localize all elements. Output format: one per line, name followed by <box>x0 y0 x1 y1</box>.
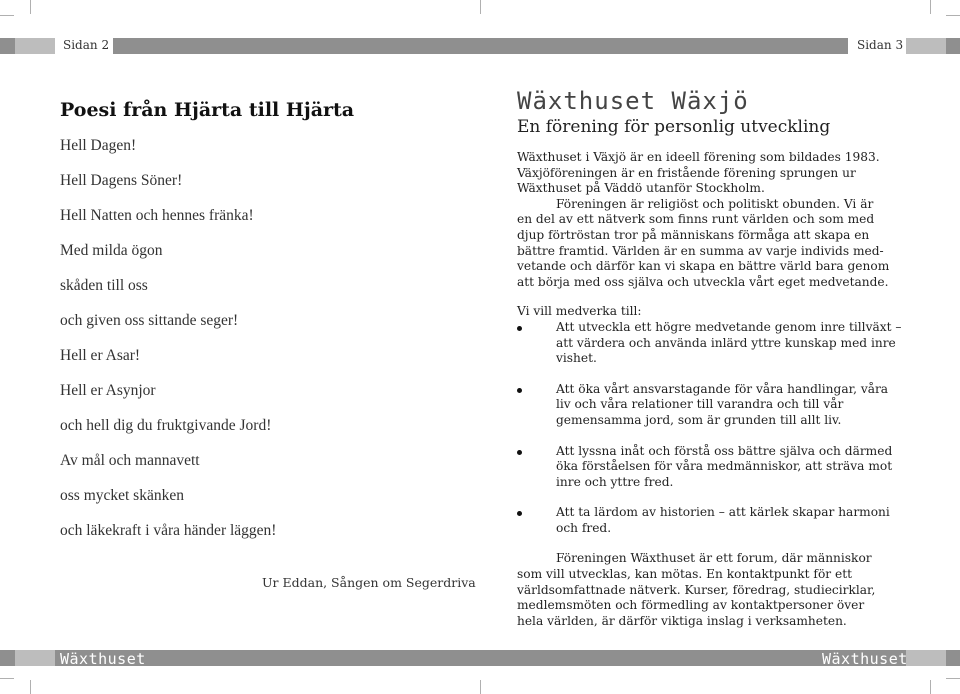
description-line: bättre framtid. Världen är en summa av varje individs med- <box>517 243 884 258</box>
intro-line: Växjöföreningen är en fristående förening sprungen ur <box>517 165 856 180</box>
crop-mark <box>930 0 931 14</box>
footer-bar-light-segment <box>906 650 946 666</box>
bullet-icon <box>517 450 522 455</box>
goal-line: Att ta lärdom av historien – att kärlek skapar harmoni <box>556 505 890 520</box>
poem-line: Hell er Asar! <box>60 347 141 364</box>
goal-line: liv och våra relationer till varandra och till vår <box>556 397 844 412</box>
goal-line: öka förståelsen för våra medmänniskor, att sträva mot <box>556 459 893 474</box>
intro-line: Wäxthuset på Väddö utanför Stockholm. <box>517 181 765 196</box>
organization-body <box>517 150 902 629</box>
closing-line: som vill utvecklas, kan mötas. En kontaktpunkt för ett <box>517 567 852 582</box>
poem-line: och läkekraft i våra händer läggen! <box>60 522 277 539</box>
goals-heading: Vi vill medverka till: <box>517 304 642 319</box>
description-line: djup förtröstan tror på människans förmåga att skapa en <box>517 227 870 242</box>
page-number-left: Sidan 2 <box>63 38 110 52</box>
poem-line: oss mycket skänken <box>60 487 184 504</box>
goal-line: gemensamma jord, som är grunden till allt liv. <box>556 412 842 427</box>
footer-brand-left: Wäxthuset <box>60 650 146 668</box>
crop-mark <box>30 680 31 694</box>
goal-item <box>517 382 902 429</box>
goal-line: Att utveckla ett högre medvetande genom inre tillväxt – <box>556 319 902 334</box>
crop-mark <box>0 678 14 679</box>
closing-line: världsomfattnade nätverk. Kurser, föredrag, studiecirklar, <box>517 582 876 597</box>
poem-line: Av mål och mannavett <box>60 452 200 469</box>
closing-line: Föreningen Wäxthuset är ett forum, där människor <box>556 551 872 566</box>
intro-line: Wäxthuset i Växjö är en ideell förening som bildades 1983. <box>517 150 880 164</box>
bullet-icon <box>517 511 522 516</box>
header-bar-light-segment <box>15 38 55 54</box>
poem-line: skåden till oss <box>60 277 148 294</box>
footer-brand-right: Wäxthuset <box>822 650 908 668</box>
goal-line: och fred. <box>556 520 612 535</box>
poem-line: Hell Dagens Söner! <box>60 172 183 189</box>
poem-source: Ur Eddan, Sången om Segerdriva <box>262 575 476 590</box>
poem-lines <box>60 137 276 557</box>
crop-mark <box>946 15 960 16</box>
goal-line: inre och yttre fred. <box>556 474 674 489</box>
crop-mark <box>930 680 931 694</box>
goal-line: vishet. <box>556 351 597 366</box>
description-line: vetande och därför kan vi skapa en bättre värld bara genom <box>517 259 890 274</box>
header-bar <box>0 38 960 54</box>
poem-line: och given oss sittande seger! <box>60 312 239 329</box>
bullet-icon <box>517 326 522 331</box>
bullet-icon <box>517 388 522 393</box>
goal-item <box>517 320 902 367</box>
organization-subtitle: En förening för personlig utveckling <box>517 117 831 137</box>
closing-line: medlemsmöten och förmedling av kontaktpersoner över <box>517 598 865 613</box>
poem-line: Med milda ögon <box>60 242 163 259</box>
page-number-right: Sidan 3 <box>857 38 904 52</box>
description-line: en del av ett nätverk som finns runt världen och som med <box>517 212 875 227</box>
poem-line: Hell er Asynjor <box>60 382 156 399</box>
closing-line: hela världen, är därför viktiga inslag i verksamheten. <box>517 613 847 628</box>
footer-bar-light-segment <box>15 650 55 666</box>
poem-title: Poesi från Hjärta till Hjärta <box>60 99 355 121</box>
goal-item <box>517 444 902 491</box>
goals-list <box>517 320 902 537</box>
crop-mark <box>946 678 960 679</box>
spacer <box>517 290 902 304</box>
goal-item <box>517 505 902 536</box>
poem-line: Hell Dagen! <box>60 137 137 154</box>
goal-line: Att öka vårt ansvarstagande för våra handlingar, våra <box>556 381 889 396</box>
goal-line: att värdera och använda inlärd yttre kunskap med inre <box>556 335 896 350</box>
organization-title: Wäxthuset Wäxjö <box>517 87 749 115</box>
description-line: Föreningen är religiöst och politiskt obunden. Vi är <box>556 196 874 211</box>
poem-line: Hell Natten och hennes fränka! <box>60 207 254 224</box>
header-bar-light-segment <box>906 38 946 54</box>
goal-line: Att lyssna inåt och förstå oss bättre själva och därmed <box>556 443 893 458</box>
crop-mark <box>0 15 14 16</box>
crop-mark <box>30 0 31 14</box>
poem-line: och hell dig du fruktgivande Jord! <box>60 417 272 434</box>
crop-mark <box>480 0 481 14</box>
crop-mark <box>480 680 481 694</box>
description-line: att börja med oss själva och utveckla vårt eget medvetande. <box>517 274 889 289</box>
